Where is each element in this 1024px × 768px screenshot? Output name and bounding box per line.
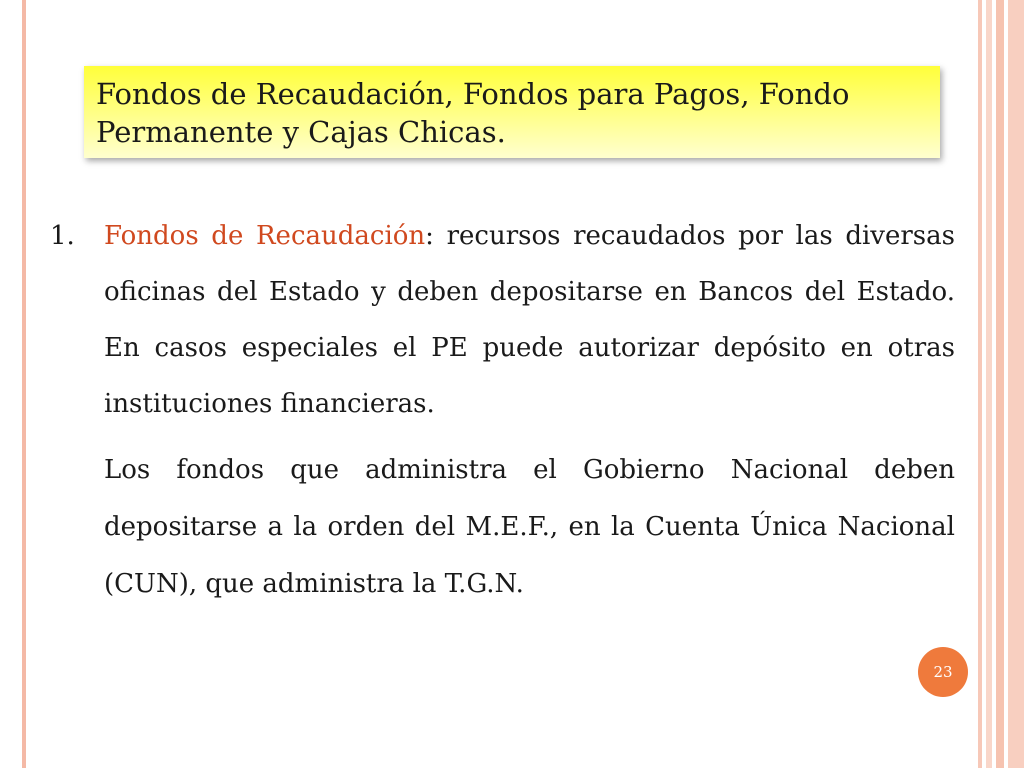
left-border-line — [22, 0, 26, 768]
body-paragraph: Los fondos que administra el Gobierno Nacional deben depositarse a la orden del M.E.F., en la Cuenta Única Nacional (CUN), que administra la T.G.N. — [104, 455, 955, 599]
right-decorative-stripes — [978, 0, 1024, 768]
list-item-text — [104, 208, 955, 432]
list-number: 1. — [50, 221, 75, 251]
page-number-badge: 23 — [918, 647, 968, 697]
term-fondos-recaudacion: Fondos de Recaudación — [104, 221, 426, 251]
term-definition: : recursos recaudados por las diversas oficinas del Estado y deben depositarse en Bancos del Estado. En casos especiales el PE puede autorizar depósito en otras instituciones financieras. — [104, 221, 955, 419]
slide-title: Fondos de Recaudación, Fondos para Pagos, Fondo Permanente y Cajas Chicas. — [84, 66, 940, 158]
